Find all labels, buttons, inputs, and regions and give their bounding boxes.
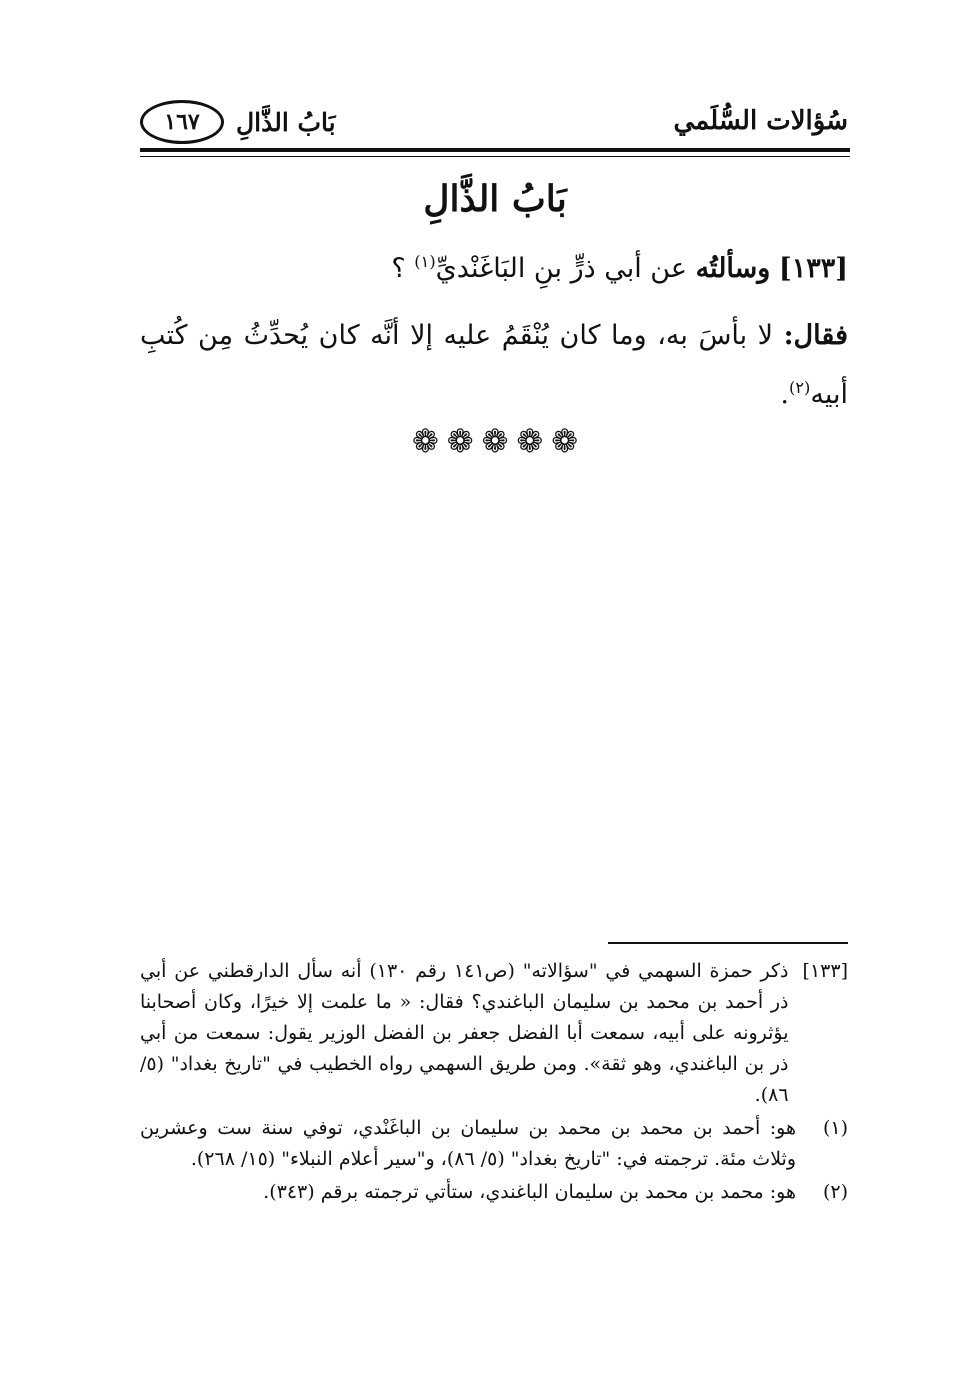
footnote-mark: [١٣٣] [802, 960, 848, 982]
entry-question [140, 242, 848, 289]
flower-ornament-icon: ❁ [446, 422, 474, 460]
answer-text: لا بأسَ به، وما كان يُنْقَمُ عليه إلا أنَّه كان يُحدِّثُ مِن كُتبِ أبيه [140, 320, 848, 410]
footnote-text: هو: محمد بن محمد بن سليمان الباغندي، ستأتي ترجمته برقم (٣٤٣). [263, 1181, 796, 1203]
question-lead: وسألتُه [695, 253, 771, 284]
section-divider-ornaments [140, 424, 850, 458]
question-text: عن أبي ذرٍّ بنِ البَاغَنْديِّ [435, 253, 687, 284]
footnote-mark: (٢) [822, 1181, 848, 1203]
page-number-badge [140, 100, 224, 144]
entry-number: [١٣٣] [778, 253, 848, 284]
footnote-1 [140, 1113, 848, 1175]
flower-ornament-icon: ❁ [411, 422, 439, 460]
footnote-separator [608, 942, 848, 944]
footnote-text: هو: أحمد بن محمد بن محمد بن سليمان بن الباغَنْدي، توفي سنة ست وعشرين وثلاث مئة. ترجمته في: "تاريخ بغداد" (٥/ ٨٦)، و"سير أعلام النبلاء" (١٥/ ٢٦٨). [140, 1117, 796, 1170]
header-rule-thick [140, 148, 850, 152]
running-header-chapter: بَابُ الذَّالِ [236, 107, 336, 137]
running-header-left [140, 100, 336, 144]
flower-ornament-icon: ❁ [516, 422, 544, 460]
flower-ornament-icon: ❁ [551, 422, 579, 460]
chapter-title: بَابُ الذَّالِ [423, 178, 567, 220]
entry-answer [140, 310, 848, 421]
footnote-ref-1[interactable]: (١) [414, 252, 436, 271]
answer-lead: فقال: [783, 320, 848, 351]
question-end: ؟ [391, 253, 415, 284]
footnote-text: ذكر حمزة السهمي في "سؤالاته" (ص١٤١ رقم ١٣٠) أنه سأل الدارقطني عن أبي ذر أحمد بن محمد بن سليمان الباغندي؟ فقال: « ما علمت إلا خيرًا، وكان أصحابنا يؤثرونه على أبيه، سمعت أبا الفضل جعفر بن الفضل الوزير يقول: سمعت من أبي ذر بن الباغندي، وهو ثقة». ومن طريق السهمي رواه الخطيب في "تاريخ بغداد" (٥/ ٨٦). [140, 960, 789, 1106]
footnote-2 [140, 1177, 848, 1208]
flower-ornament-icon: ❁ [481, 422, 509, 460]
header-rule-thin [140, 156, 850, 157]
answer-end: . [780, 379, 789, 410]
page-number: ١٦٧ [164, 109, 200, 135]
footnote-entry-133 [140, 956, 848, 1111]
footnote-mark: (١) [822, 1117, 848, 1139]
footnote-ref-2[interactable]: (٢) [789, 378, 811, 397]
footnotes [140, 956, 848, 1210]
running-header-book-title: سُؤالات السُّلَمي [673, 106, 848, 136]
